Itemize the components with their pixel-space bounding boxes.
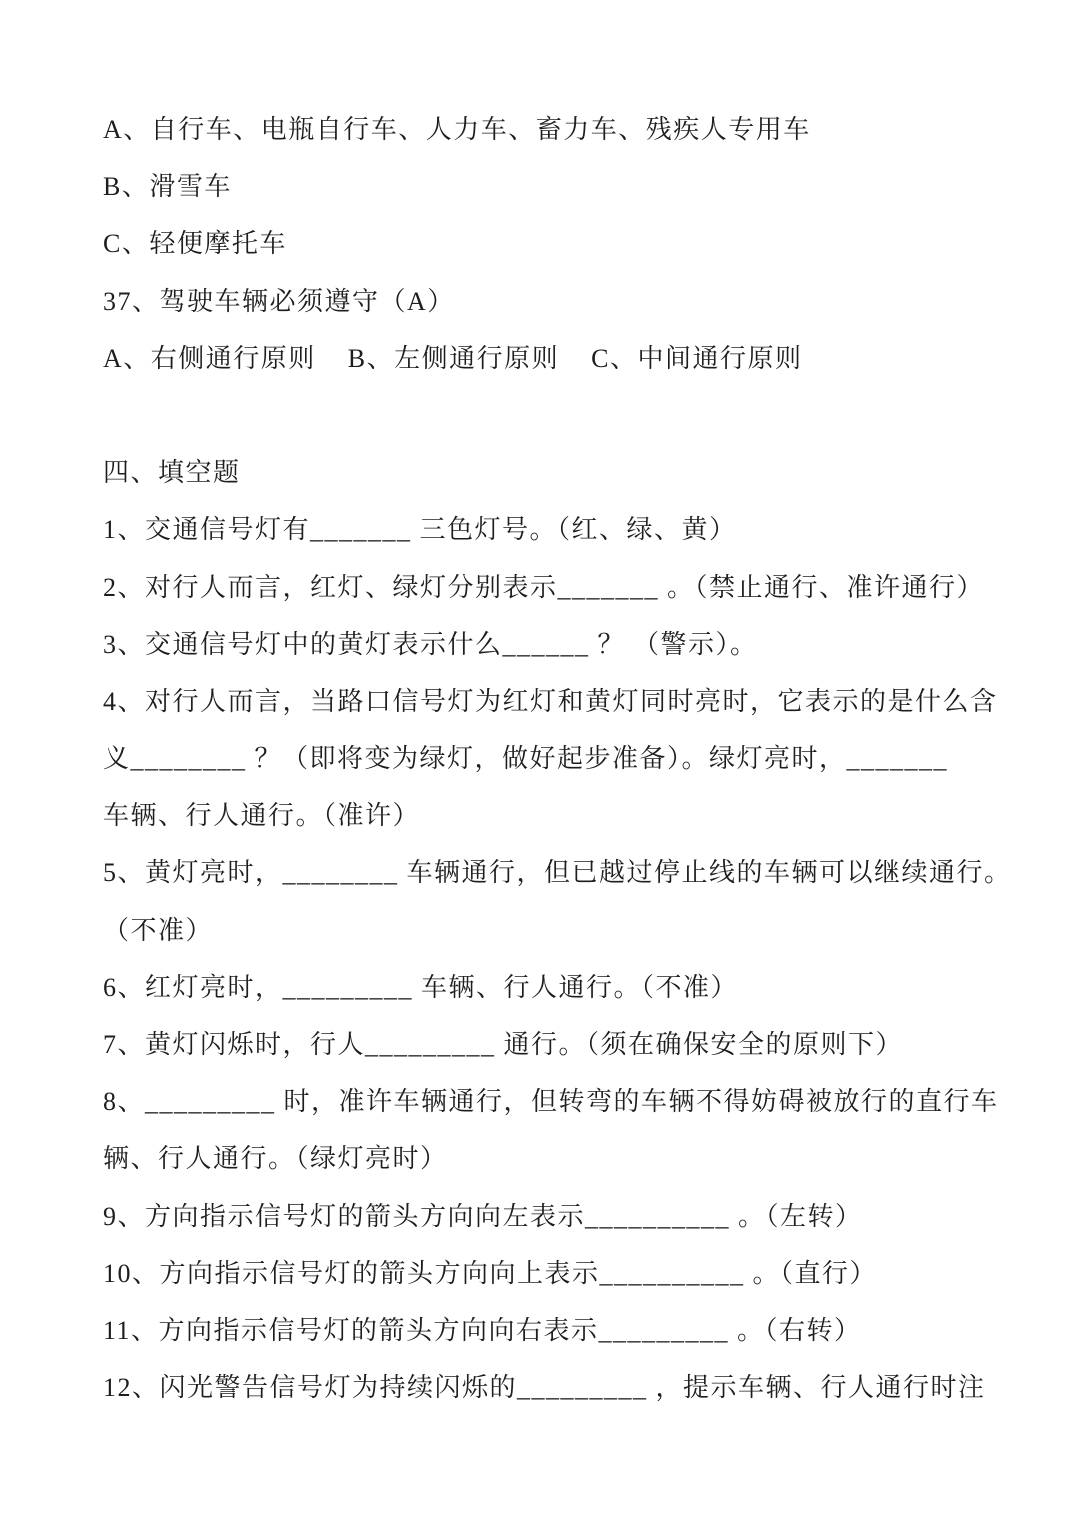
fill-question-9: 9、方向指示信号灯的箭头方向向左表示__________ 。（左转） — [103, 1201, 863, 1231]
fill-question-10: 10、方向指示信号灯的箭头方向向上表示__________ 。（直行） — [103, 1258, 878, 1288]
fill-question-1: 1、交通信号灯有_______ 三色灯号。（红、绿、黄） — [103, 515, 737, 545]
fill-question-2: 2、对行人而言，红灯、绿灯分别表示_______ 。（禁止通行、准许通行） — [103, 572, 985, 602]
document-content — [103, 101, 1043, 1416]
choice-a-vehicles: A、自行车、电瓶自行车、人力车、畜力车、残疾人专用车 — [103, 115, 811, 144]
fill-question-4-line-3: 车辆、行人通行。（准许） — [103, 801, 421, 831]
fill-question-4-line-1: 4、对行人而言，当路口信号灯为红灯和黄灯同时亮时，它表示的是什么含 — [103, 686, 998, 716]
fill-question-4-line-2: 义________ ？（即将变为绿灯，做好起步准备）。绿灯亮时，_______ — [103, 744, 949, 774]
choice-b-snow-vehicle: B、滑雪车 — [103, 172, 232, 202]
fill-question-12-line-1: 12、闪光警告信号灯为持续闪烁的_________ ，提示车辆、行人通行时注 — [103, 1373, 986, 1403]
fill-question-6: 6、红灯亮时，_________ 车辆、行人通行。（不准） — [103, 972, 739, 1002]
choice-c-moped: C、轻便摩托车 — [103, 229, 287, 259]
blank-spacer-line — [103, 387, 1043, 444]
fill-question-8-line-1: 8、_________ 时，准许车辆通行，但转弯的车辆不得妨碍被放行的直行车 — [103, 1087, 999, 1117]
section-heading-fill-in-blanks: 四、填空题 — [103, 458, 241, 488]
question-37: 37、驾驶车辆必须遵守（A） — [103, 286, 455, 316]
fill-question-3: 3、交通信号灯中的黄灯表示什么______ ？ （警示）。 — [103, 629, 758, 659]
fill-question-5-line-1: 5、黄灯亮时，________ 车辆通行，但已越过停止线的车辆可以继续通行。 — [103, 858, 1012, 888]
fill-question-7: 7、黄灯闪烁时，行人_________ 通行。（须在确保安全的原则下） — [103, 1030, 904, 1059]
fill-question-8-line-2: 辆、行人通行。（绿灯亮时） — [103, 1144, 448, 1174]
fill-question-11: 11、方向指示信号灯的箭头方向向右表示_________ 。（右转） — [103, 1315, 862, 1345]
question-37-choices: A、右侧通行原则 B、左侧通行原则 C、中间通行原则 — [103, 343, 803, 373]
fill-question-5-line-2: （不准） — [103, 915, 214, 945]
